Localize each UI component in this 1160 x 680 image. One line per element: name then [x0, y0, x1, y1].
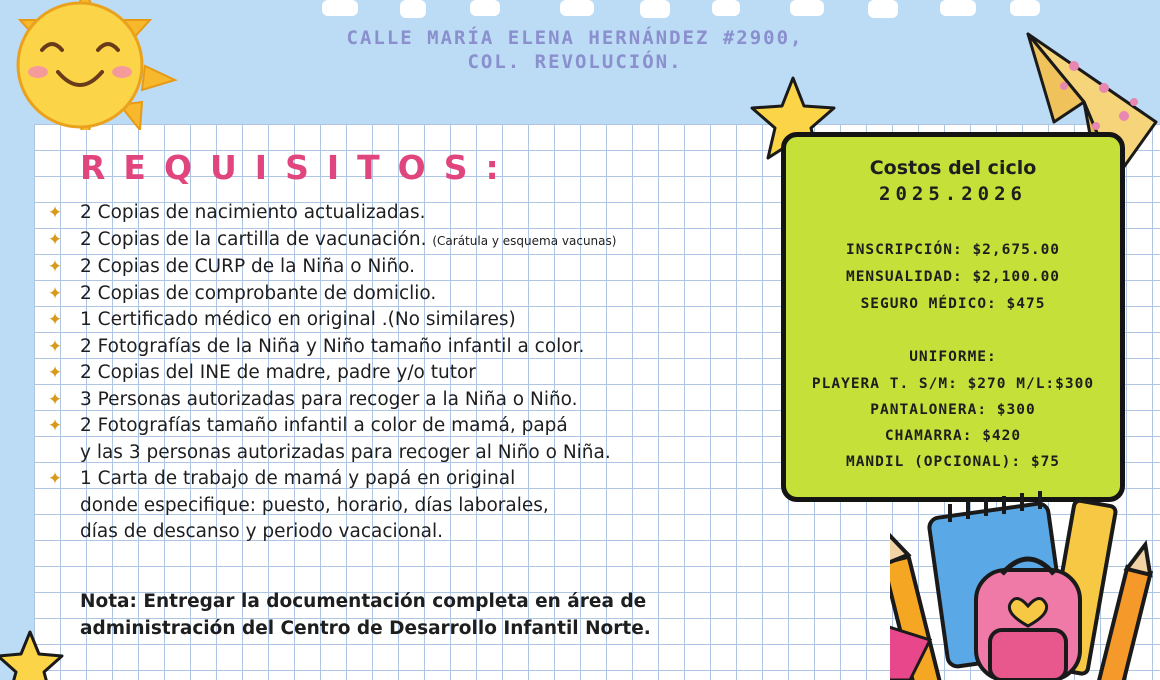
- requirement-text: 2 Fotografías de la Niña y Niño tamaño infantil a color.: [80, 335, 585, 357]
- cost-pantalonera: PANTALONERA: $300: [870, 402, 1036, 418]
- cost-seguro: SEGURO MÉDICO: $475: [860, 296, 1046, 312]
- sparkle-bullet-icon: ✦: [47, 416, 63, 436]
- school-supplies-icon: [890, 480, 1160, 680]
- requirement-item: [46, 307, 781, 334]
- cost-chamarra: CHAMARRA: $420: [884, 428, 1022, 444]
- address-line-2: COL. REVOLUCIÓN.: [467, 51, 683, 73]
- requirements-list: [46, 200, 781, 546]
- requirement-text: 2 Copias de comprobante de domiclio.: [80, 282, 437, 304]
- cost-mandil: MANDIL (OPCIONAL): $75: [845, 454, 1061, 470]
- requirement-text: días de descanso y periodo vacacional.: [80, 521, 444, 542]
- sparkle-bullet-icon: ✦: [47, 203, 63, 223]
- requirement-text: 2 Copias de la cartilla de vacunación.: [80, 228, 433, 250]
- sparkle-bullet-icon: ✦: [47, 363, 63, 383]
- cost-inscripcion: INSCRIPCIÓN: $2,675.00: [845, 242, 1061, 258]
- small-star-icon: [0, 628, 64, 680]
- delivery-note-line-2: administración del Centro de Desarrollo Infantil Norte.: [80, 618, 651, 639]
- requirement-item: [46, 200, 781, 227]
- requirement-text: 1 Certificado médico en original .(No similares): [80, 309, 516, 330]
- requirement-text: y las 3 personas autorizadas para recoger al Niño o Niña.: [80, 441, 611, 463]
- sparkle-bullet-icon: ✦: [47, 283, 63, 304]
- requirement-text: 2 Copias del INE de madre, padre y/o tutor: [80, 362, 476, 383]
- cost-playera: PLAYERA T. S/M: $270 M/L:$300: [811, 376, 1095, 392]
- requirement-item: [46, 360, 781, 387]
- address-line-1: CALLE MARÍA ELENA HERNÁNDEZ #2900,: [346, 27, 804, 49]
- requirement-text: 2 Copias de CURP de la Niña o Niño.: [80, 256, 416, 277]
- requirement-item: [46, 413, 781, 466]
- requirement-note: (Carátula y esquema vacunas): [432, 233, 617, 248]
- sun-icon: [0, 0, 190, 130]
- requirement-item: [46, 334, 781, 361]
- sparkle-bullet-icon: ✦: [47, 310, 63, 330]
- sparkle-bullet-icon: ✦: [47, 469, 63, 489]
- requirement-text: 3 Personas autorizadas para recoger a la Niña o Niño.: [80, 388, 578, 410]
- requirement-text: 2 Copias de nacimiento actualizadas.: [80, 202, 426, 223]
- requirement-text: 2 Fotografías tamaño infantil a color de mamá, papá: [80, 415, 568, 436]
- cost-mensualidad: MENSUALIDAD: $2,100.00: [845, 269, 1061, 285]
- requirement-item: [46, 227, 781, 255]
- costs-cycle: 2025.2026: [879, 183, 1027, 205]
- delivery-note-line-1: Nota: Entregar la documentación completa en área de: [80, 591, 647, 612]
- sparkle-bullet-icon: ✦: [47, 336, 63, 357]
- uniform-heading: UNIFORME:: [909, 349, 997, 365]
- requirement-text: donde especifique: puesto, horario, días laborales,: [80, 494, 549, 516]
- requirement-item: [46, 254, 781, 281]
- requirement-item: [46, 466, 781, 546]
- requirement-item: [46, 281, 781, 308]
- costs-title: Costos del ciclo: [869, 157, 1037, 179]
- requirements-heading: REQUISITOS:: [80, 148, 517, 187]
- delivery-note: [80, 588, 780, 642]
- requirement-item: [46, 387, 781, 414]
- sparkle-bullet-icon: ✦: [47, 229, 63, 250]
- sparkle-bullet-icon: ✦: [47, 257, 63, 277]
- requirement-text: 1 Carta de trabajo de mamá y papá en original: [80, 468, 516, 489]
- sparkle-bullet-icon: ✦: [47, 389, 63, 410]
- costs-panel: [781, 132, 1125, 502]
